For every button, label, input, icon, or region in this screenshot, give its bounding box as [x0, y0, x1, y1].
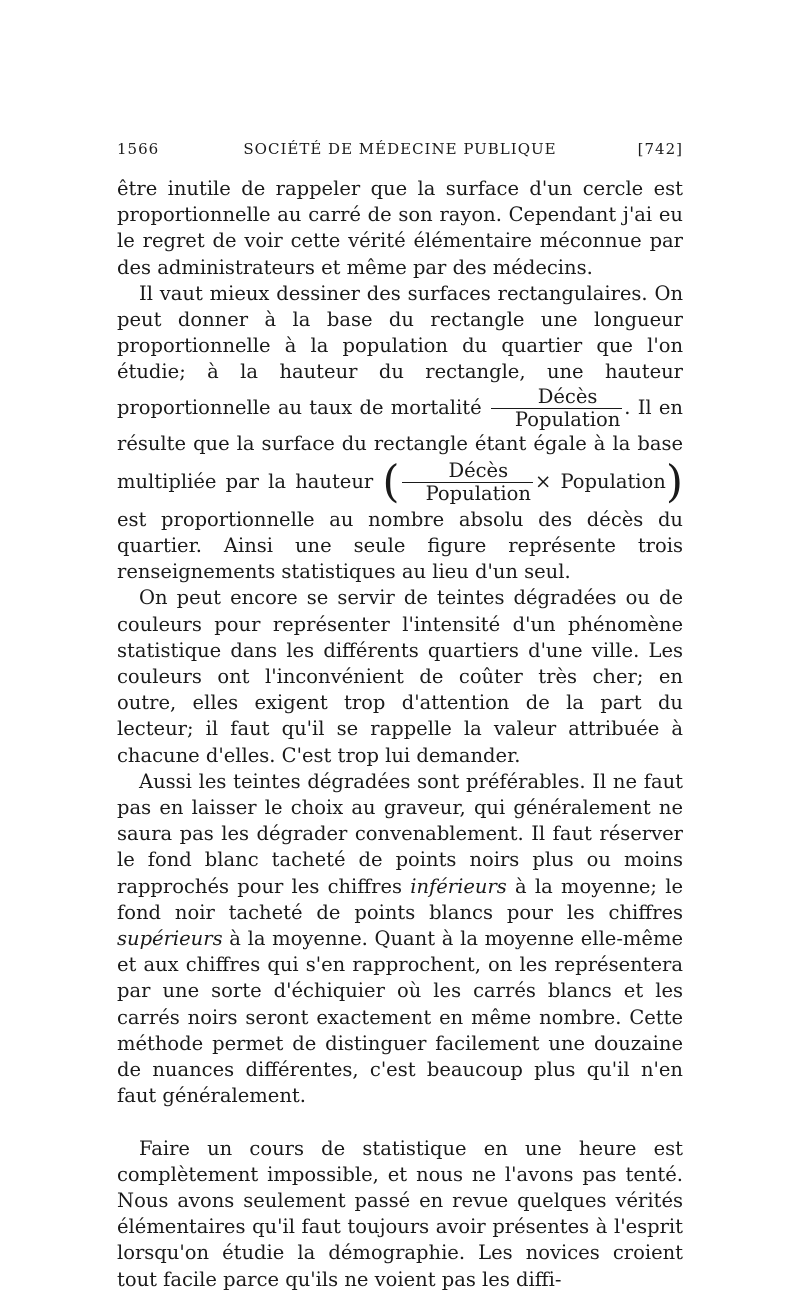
paragraph-1: être inutile de rappeler que la surface d'un cercle est proportionnelle au carré de son rayon. Cependant j'ai eu le regret de voir cette vérité élémentaire méconnue par des administrateurs et même par des médecins. [117, 177, 683, 279]
page-number: 1566 [117, 140, 160, 158]
paragraph-5: Faire un cours de statistique en une heure est complètement impossible, et nous ne l'avons pas tenté. Nous avons seulement passé en revue quelques vérités élémentaires qu'il faut toujours avoir présentes à l'esprit lorsqu'on étudie la démographie. Les novices croient tout facile parce qu'ils ne voient pas les diffi- [117, 1136, 683, 1291]
emphasis-inferieurs: inférieurs [410, 874, 507, 898]
paragraph-2-part-a: Il vaut mieux dessiner des surfaces rectangulaires. On peut donner à la base du rectangle une longueur proportionnelle à la population du quartier que l'on étudie; à la hauteur du rectangle, une hauteur proportionnelle au taux de mortalité [117, 281, 683, 419]
fraction-deces-population-2 [402, 460, 533, 505]
paragraph-4 [117, 769, 683, 1110]
close-parenthesis: ) [665, 456, 683, 508]
paragraph-4-part-a: Aussi les teintes dégradées sont préférables. Il ne faut pas en laisser le choix au graveur, qui généralement ne saura pas les dégrader convenablement. Il faut réserver le fond blanc tacheté de points noirs plus ou moins rapprochés pour les chiffres [117, 769, 683, 898]
paragraph-4-part-c: à la moyenne. Quant à la moyenne elle-même et aux chiffres qui s'en rapprochent, on les représentera par une sorte d'échiquier où les carrés blancs et les carrés noirs seront exactement en même nombre. Cette méthode permet de distinguer facilement une douzaine de nuances différentes, c'est beaucoup plus qu'il n'en faut généralement. [117, 927, 683, 1108]
paragraph-4-part-b: à la moyenne; le fond noir tacheté de points blancs pour les chiffres [117, 874, 683, 924]
paragraph-2-part-d: est proportionnelle au nombre absolu des décès du quartier. Ainsi une seule figure représente trois renseignements statistiques au lieu d'un seul. [117, 507, 683, 584]
running-title: SOCIÉTÉ DE MÉDECINE PUBLIQUE [243, 140, 557, 158]
fraction-numerator: Décès [491, 386, 622, 409]
fraction-numerator: Décès [402, 460, 533, 483]
fraction-denominator: Population [514, 407, 621, 431]
emphasis-superieurs: supérieurs [117, 927, 223, 951]
open-parenthesis: ( [382, 456, 400, 508]
paragraph-2-part-b: . Il en résulte que la surface du rectangle étant égale à la base multipliée par la hauteur [117, 395, 683, 493]
paragraph-2-part-c: × Population [534, 469, 666, 493]
fraction-deces-population [491, 386, 622, 431]
paragraph-3: On peut encore se servir de teintes dégradées ou de couleurs pour représenter l'intensité d'un phénomène statistique dans les différents quartiers d'une ville. Les couleurs ont l'inconvénient de coûter très cher; en outre, elles exigent trop d'attention de la part du lecteur; il faut qu'il se rappelle la valeur attribuée à chacune d'elles. C'est trop lui demander. [117, 586, 683, 767]
section-gap [117, 1110, 683, 1136]
body-text [117, 176, 683, 1293]
paragraph-2 [117, 281, 683, 586]
section-marker: [742] [637, 140, 683, 158]
fraction-denominator: Population [425, 481, 531, 505]
